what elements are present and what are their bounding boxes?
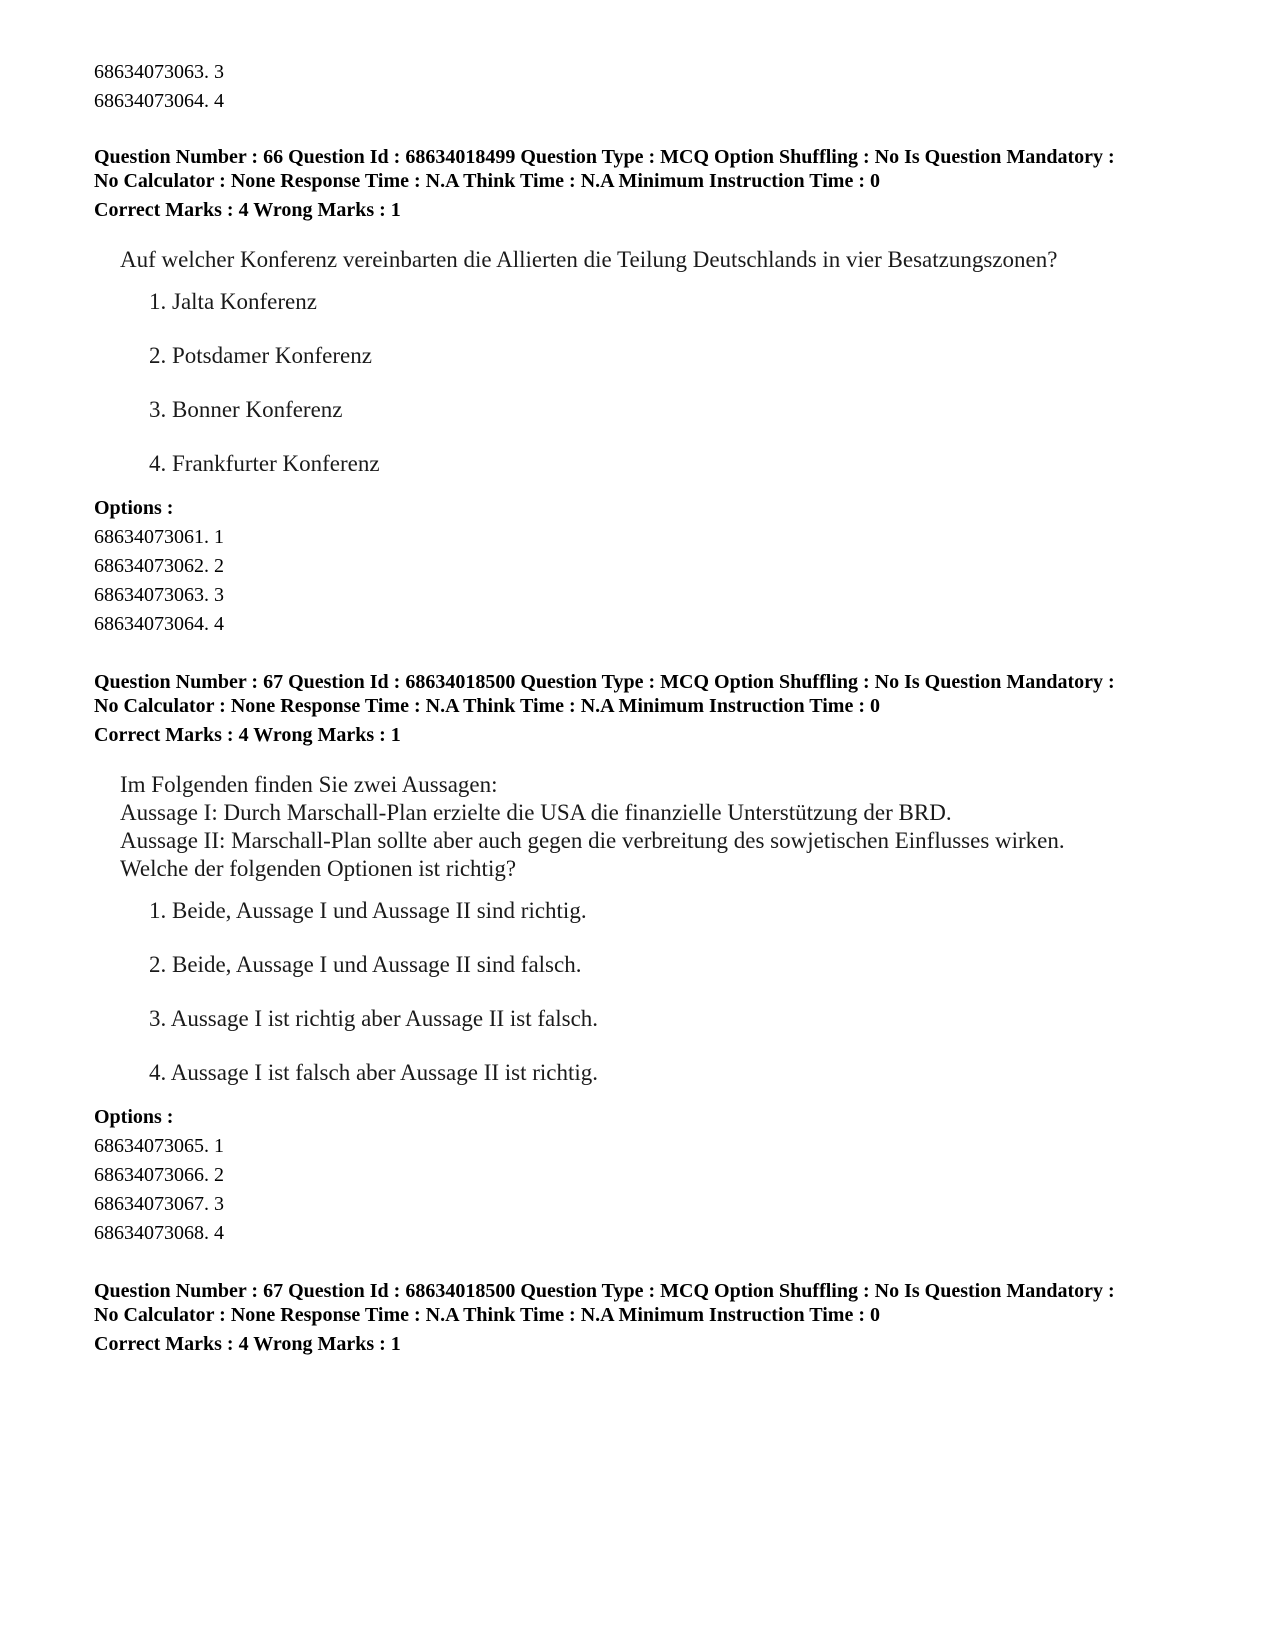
option-id: 68634073061. 1 (94, 526, 224, 548)
question-text-line: Welche der folgenden Optionen ist richtig? (120, 856, 517, 881)
question-67 (94, 670, 1244, 1248)
question-text (120, 246, 1244, 274)
option-id: 68634073066. 2 (94, 1164, 224, 1186)
answer-choice: 3. Aussage I ist richtig aber Aussage II ist falsch. (149, 1006, 599, 1031)
question-marks: Correct Marks : 4 Wrong Marks : 1 (94, 724, 401, 746)
option-id: 68634073064. 4 (94, 613, 224, 635)
document-page (94, 58, 1244, 1356)
option-id: 68634073064. 4 (94, 90, 224, 112)
answer-choice: 2. Potsdamer Konferenz (149, 343, 372, 368)
option-id: 68634073063. 3 (94, 61, 224, 83)
question-header-line-1: Question Number : 67 Question Id : 68634018500 Question Type : MCQ Option Shuffling : No Is Question Mandatory : (94, 1280, 1115, 1302)
top-option-ids (94, 58, 1244, 116)
option-id: 68634073063. 3 (94, 584, 224, 606)
option-id: 68634073068. 4 (94, 1222, 224, 1244)
question-marks: Correct Marks : 4 Wrong Marks : 1 (94, 1333, 401, 1355)
options-block (94, 494, 1244, 639)
answer-choice: 4. Aussage I ist falsch aber Aussage II ist richtig. (149, 1060, 599, 1085)
answer-choice: 1. Beide, Aussage I und Aussage II sind richtig. (149, 898, 587, 923)
question-marks: Correct Marks : 4 Wrong Marks : 1 (94, 199, 401, 221)
question-text-line: Aussage II: Marschall-Plan sollte aber auch gegen die verbreitung des sowjetischen Einflusses wirken. (120, 828, 1065, 853)
answer-choice: 2. Beide, Aussage I und Aussage II sind falsch. (149, 952, 582, 977)
answer-choice: 4. Frankfurter Konferenz (149, 451, 380, 476)
question-header-line-2: No Calculator : None Response Time : N.A Think Time : N.A Minimum Instruction Time : 0 (94, 170, 880, 192)
option-id: 68634073062. 2 (94, 555, 224, 577)
options-label: Options : (94, 1106, 174, 1128)
answer-choice: 3. Bonner Konferenz (149, 397, 343, 422)
question-header-line-1: Question Number : 67 Question Id : 68634018500 Question Type : MCQ Option Shuffling : No Is Question Mandatory : (94, 671, 1115, 693)
question-header-line-1: Question Number : 66 Question Id : 68634018499 Question Type : MCQ Option Shuffling : No Is Question Mandatory : (94, 146, 1115, 168)
options-block (94, 1103, 1244, 1248)
options-label: Options : (94, 497, 174, 519)
option-id: 68634073067. 3 (94, 1193, 224, 1215)
question-text-line: Aussage I: Durch Marschall-Plan erzielte die USA die finanzielle Unterstützung der BRD. (120, 800, 952, 825)
question-text (120, 771, 1244, 883)
question-header-line-2: No Calculator : None Response Time : N.A Think Time : N.A Minimum Instruction Time : 0 (94, 1304, 880, 1326)
question-header-line-2: No Calculator : None Response Time : N.A Think Time : N.A Minimum Instruction Time : 0 (94, 695, 880, 717)
answer-choices (149, 288, 1244, 478)
answer-choice: 1. Jalta Konferenz (149, 289, 317, 314)
answer-choices (149, 897, 1244, 1087)
option-id: 68634073065. 1 (94, 1135, 224, 1157)
question-66 (94, 145, 1244, 639)
question-text-line: Auf welcher Konferenz vereinbarten die Allierten die Teilung Deutschlands in vier Besatzungszonen? (120, 247, 1058, 272)
question-text-line: Im Folgenden finden Sie zwei Aussagen: (120, 772, 498, 797)
question-67-repeat (94, 1279, 1244, 1356)
